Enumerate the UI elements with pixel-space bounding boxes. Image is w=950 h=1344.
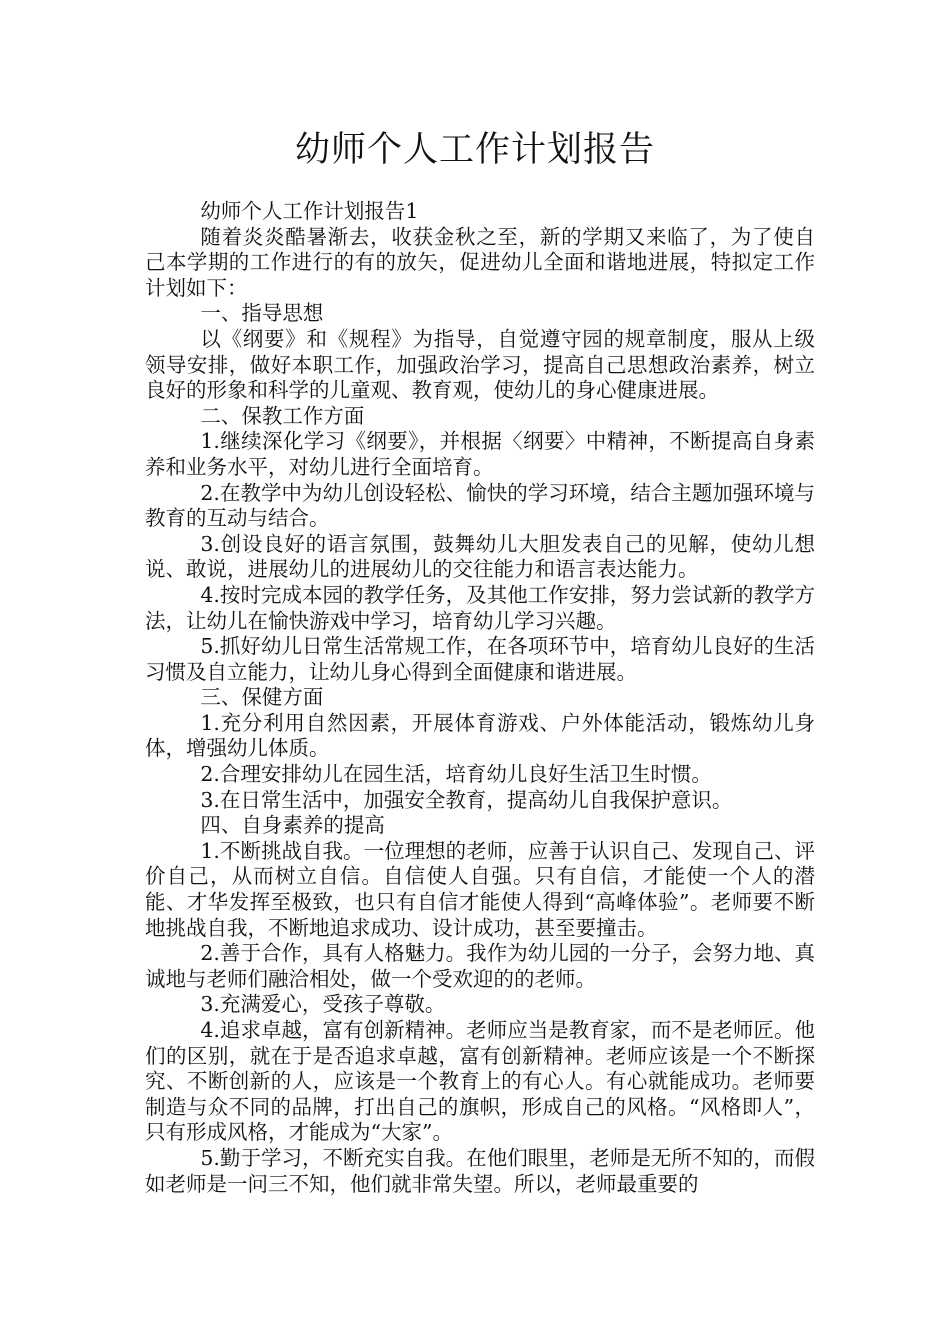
- list-item: 2.在教学中为幼儿创设轻松、愉快的学习环境，结合主题加强环境与教育的互动与结合。: [145, 480, 815, 531]
- list-item: 1.继续深化学习《纲要》，并根据〈纲要〉中精神，不断提高自身素养和业务水平，对幼儿进行全面培育。: [145, 429, 815, 479]
- section-heading: 一、指导思想: [200, 301, 324, 326]
- list-item: 1.充分利用自然因素，开展体育游戏、户外体能活动，锻炼幼儿身体，增强幼儿体质。: [145, 710, 815, 761]
- document-title: 幼师个人工作计划报告: [294, 130, 655, 170]
- list-item: 2.善于合作，具有人格魅力。我作为幼儿园的一分子，会努力地、真诚地与老师们融洽相处，做一个受欢迎的的老师。: [145, 941, 815, 991]
- list-item: 5.勤于学习，不断充实自我。在他们眼里，老师是无所不知的，而假如老师是一问三不知，他们就非常失望。所以，老师最重要的: [145, 1145, 815, 1196]
- subtitle: 幼师个人工作计划报告1: [200, 199, 419, 223]
- section-heading: 三、保健方面: [200, 685, 324, 710]
- list-item: 5.抓好幼儿日常生活常规工作，在各项环节中，培育幼儿良好的生活习惯及自立能力，让幼儿身心得到全面健康和谐进展。: [145, 634, 815, 684]
- paragraph: 以《纲要》和《规程》为指导，自觉遵守园的规章制度，服从上级领导安排，做好本职工作，加强政治学习，提高自己思想政治素养，树立良好的形象和科学的儿童观、教育观，使幼儿的身心健康进展。: [145, 326, 815, 403]
- list-item: 2.合理安排幼儿在园生活，培育幼儿良好生活卫生时惯。: [200, 762, 712, 787]
- section-heading: 二、保教工作方面: [200, 403, 365, 428]
- list-item: 4.按时完成本园的教学任务，及其他工作安排，努力尝试新的教学方法，让幼儿在愉快游戏中学习，培育幼儿学习兴趣。: [145, 582, 815, 633]
- list-item: 3.充满爱心，受孩子尊敬。: [200, 992, 446, 1017]
- document-body: [145, 199, 815, 1197]
- paragraph: 随着炎炎酷暑渐去，收获金秋之至，新的学期又来临了，为了使自己本学期的工作进行的有的放矢，促进幼儿全面和谐地进展，特拟定工作计划如下：: [145, 224, 815, 300]
- list-item: 3.创设良好的语言氛围，鼓舞幼儿大胆发表自己的见解，使幼儿想说、敢说，进展幼儿的进展幼儿的交往能力和语言表达能力。: [145, 531, 815, 582]
- list-item: 1.不断挑战自我。一位理想的老师，应善于认识自己、发现自己、评价自己，从而树立自信。自信使人自强。只有自信，才能使一个人的潜能、才华发挥至极致，也只有自信才能使人得到“高峰体验”。老师要不断地挑战自我，不断地追求成功、设计成功，甚至要撞击。: [145, 838, 815, 940]
- section-heading: 四、自身素养的提高: [200, 813, 385, 838]
- list-item: 4.追求卓越，富有创新精神。老师应当是教育家，而不是老师匠。他们的区别，就在于是否追求卓越，富有创新精神。老师应该是一个不断探究、不断创新的人，应该是一个教育上的有心人。有心就能成功。老师要制造与众不同的品牌，打出自己的旗帜，形成自己的风格。“风格即人”，只有形成风格，才能成为“大家”。: [145, 1018, 815, 1145]
- list-item: 3.在日常生活中，加强安全教育，提高幼儿自我保护意识。: [200, 787, 733, 812]
